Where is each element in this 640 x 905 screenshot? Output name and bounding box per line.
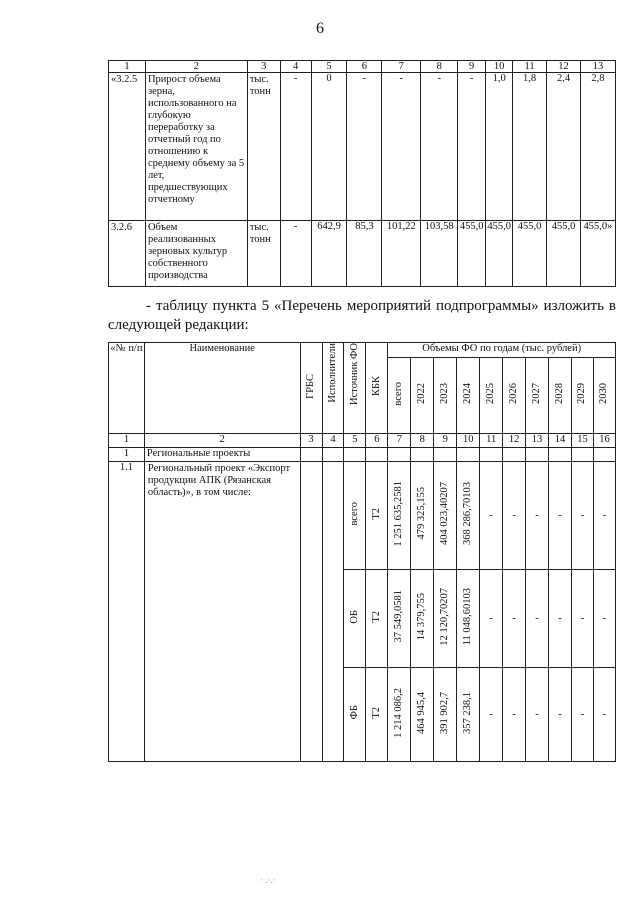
- year-label: 2025: [485, 383, 497, 404]
- h-year: [411, 358, 434, 434]
- h-group: Объемы ФО по годам (тыс. рублей): [388, 343, 616, 358]
- row-unit: тыс. тонн: [247, 221, 280, 287]
- cell: -: [280, 73, 311, 221]
- value-cell: [388, 570, 411, 668]
- cell: 2,4: [547, 73, 581, 221]
- year-label: всего: [393, 381, 405, 406]
- cell: -: [347, 73, 382, 221]
- value-cell: [388, 462, 411, 570]
- t1-h: 13: [580, 61, 615, 73]
- item-number: 1.1: [109, 462, 145, 762]
- t1-h: 1: [109, 61, 146, 73]
- empty-cell: -: [480, 570, 503, 668]
- empty-cell: -: [571, 668, 593, 762]
- table-row: [109, 221, 616, 287]
- row-code: «3.2.5: [109, 73, 146, 221]
- empty-cell: -: [526, 462, 549, 570]
- cell: 2,8: [580, 73, 615, 221]
- cell: 455,0»: [580, 221, 615, 287]
- row-name: Прирост объема зерна, использованного на глубокую переработку за отчетный год по отношению к среднему объему за 5 лет, предшествующих отчетному: [145, 73, 247, 221]
- col-num: 3: [300, 434, 322, 448]
- cell: 1,8: [513, 73, 547, 221]
- h-year: [593, 358, 615, 434]
- year-label: 2024: [462, 383, 474, 404]
- empty-cell: -: [549, 462, 572, 570]
- empty-cell: -: [593, 570, 615, 668]
- value-cell: [434, 570, 457, 668]
- empty-cell: -: [549, 570, 572, 668]
- col-num: 4: [322, 434, 344, 448]
- table2-numbers-row: [109, 434, 616, 448]
- h-kbk: [366, 343, 388, 434]
- h-grbs: [300, 343, 322, 434]
- indicators-table: [108, 60, 616, 287]
- h-year: [571, 358, 593, 434]
- col-num: 15: [571, 434, 593, 448]
- row-name: Объем реализованных зерновых культур собственного производства: [145, 221, 247, 287]
- h-year: [434, 358, 457, 434]
- row-unit: тыс. тонн: [247, 73, 280, 221]
- h-year: [526, 358, 549, 434]
- measures-table: [108, 342, 616, 762]
- empty-cell: -: [549, 668, 572, 762]
- value-cell: [434, 462, 457, 570]
- empty-cell: -: [571, 462, 593, 570]
- year-label: 2029: [576, 383, 588, 404]
- value-cell: [388, 668, 411, 762]
- kbk-cell: [366, 668, 388, 762]
- value-label: 391 902,7: [439, 691, 451, 734]
- col-num: 10: [457, 434, 480, 448]
- h-year: [549, 358, 572, 434]
- kbk-cell: [366, 570, 388, 668]
- value-cell: [411, 462, 434, 570]
- cell: 101,22: [382, 221, 421, 287]
- col-num: 12: [503, 434, 526, 448]
- h-isp: [322, 343, 344, 434]
- h-year: [457, 358, 480, 434]
- t1-h: 5: [311, 61, 347, 73]
- value-label: 368 286,70103: [462, 482, 474, 545]
- row-code: 3.2.6: [109, 221, 146, 287]
- year-label: 2027: [531, 383, 543, 404]
- cell: 455,0: [458, 221, 486, 287]
- empty-cell: -: [526, 668, 549, 762]
- source-cell: [344, 570, 366, 668]
- cell: 642,9: [311, 221, 347, 287]
- col-num: 13: [526, 434, 549, 448]
- col-num: 1: [109, 434, 145, 448]
- h-year: [503, 358, 526, 434]
- h-name: Наименование: [144, 343, 300, 434]
- col-num: 6: [366, 434, 388, 448]
- value-label: 37 549,0581: [393, 590, 405, 643]
- source-label: ОБ: [348, 609, 360, 624]
- col-num: 14: [549, 434, 572, 448]
- empty-cell: -: [593, 462, 615, 570]
- cell: 455,0: [547, 221, 581, 287]
- t1-h: 6: [347, 61, 382, 73]
- cell: -: [421, 73, 458, 221]
- empty-cell: -: [503, 570, 526, 668]
- year-label: 2023: [439, 383, 451, 404]
- year-label: 2022: [416, 383, 428, 404]
- year-label: 2030: [598, 383, 610, 404]
- t1-h: 7: [382, 61, 421, 73]
- cell: 103,58: [421, 221, 458, 287]
- col-num: 16: [593, 434, 615, 448]
- value-cell: [434, 668, 457, 762]
- empty-cell: -: [503, 462, 526, 570]
- source-label: ФБ: [348, 705, 360, 720]
- col-num: 7: [388, 434, 411, 448]
- section-number: 1: [109, 448, 145, 462]
- value-label: 1 214 086,2: [393, 687, 405, 738]
- page-number: 6: [316, 20, 324, 37]
- kbk-label: Т2: [370, 610, 382, 623]
- value-label: 404 023,40207: [439, 482, 451, 545]
- table-row: [109, 73, 616, 221]
- value-label: 14 379,755: [416, 592, 428, 641]
- source-cell: [344, 668, 366, 762]
- kbk-label: Т2: [370, 706, 382, 719]
- value-cell: [457, 668, 480, 762]
- cell: -: [382, 73, 421, 221]
- t1-h: 2: [145, 61, 247, 73]
- cell: 0: [311, 73, 347, 221]
- t1-h: 11: [513, 61, 547, 73]
- section-row: [109, 448, 616, 462]
- t1-h: 12: [547, 61, 581, 73]
- empty-cell: -: [503, 668, 526, 762]
- value-label: 479 325,155: [416, 487, 428, 540]
- h-isp-label: Исполнители: [326, 343, 338, 403]
- source-cell: [344, 462, 366, 570]
- value-label: 1 251 635,2581: [393, 480, 405, 547]
- value-cell: [457, 570, 480, 668]
- value-cell: [411, 668, 434, 762]
- col-num: 11: [480, 434, 503, 448]
- col-num: 8: [411, 434, 434, 448]
- source-label: всего: [348, 501, 360, 526]
- t1-h: 10: [486, 61, 513, 73]
- empty-cell: -: [593, 668, 615, 762]
- value-label: 357 238,1: [462, 691, 474, 734]
- table-row: [109, 462, 616, 570]
- value-label: 464 945,4: [416, 691, 428, 734]
- value-label: 12 120,70207: [439, 587, 451, 646]
- cell: 455,0: [486, 221, 513, 287]
- col-num: 5: [344, 434, 366, 448]
- col-num: 2: [144, 434, 300, 448]
- h-number: «№ п/п: [109, 343, 145, 434]
- table1-header-row: [109, 61, 616, 73]
- value-label: 11 048,60103: [462, 587, 474, 646]
- table2-header-row: [109, 343, 616, 358]
- col-num: 9: [434, 434, 457, 448]
- h-year: [388, 358, 411, 434]
- kbk-cell: [366, 462, 388, 570]
- empty-cell: -: [526, 570, 549, 668]
- cell: 455,0: [513, 221, 547, 287]
- year-label: 2026: [508, 383, 520, 404]
- empty-cell: -: [480, 668, 503, 762]
- h-src: [344, 343, 366, 434]
- h-grbs-label: ГРБС: [305, 373, 317, 399]
- value-cell: [411, 570, 434, 668]
- t1-h: 3: [247, 61, 280, 73]
- empty-cell: -: [571, 570, 593, 668]
- item-name: Региональный проект «Экспорт продукции АПК (Рязанская область)», в том числе:: [144, 462, 300, 762]
- cell: 85,3: [347, 221, 382, 287]
- t1-h: 9: [458, 61, 486, 73]
- value-cell: [457, 462, 480, 570]
- t1-h: 8: [421, 61, 458, 73]
- cell: -: [458, 73, 486, 221]
- empty-cell: -: [480, 462, 503, 570]
- kbk-label: Т2: [370, 507, 382, 520]
- h-kbk-label: КБК: [370, 375, 382, 397]
- scan-smudge: · .·.·: [260, 875, 276, 885]
- h-src-label: Источник ФО: [348, 343, 360, 405]
- year-label: 2028: [554, 383, 565, 404]
- cell: 1,0: [486, 73, 513, 221]
- h-year: [480, 358, 503, 434]
- cell: -: [280, 221, 311, 287]
- instruction-paragraph: - таблицу пункта 5 «Перечень мероприятий подпрограммы» изложить в следующей редакции:: [108, 298, 616, 333]
- section-name: Региональные проекты: [144, 448, 300, 462]
- t1-h: 4: [280, 61, 311, 73]
